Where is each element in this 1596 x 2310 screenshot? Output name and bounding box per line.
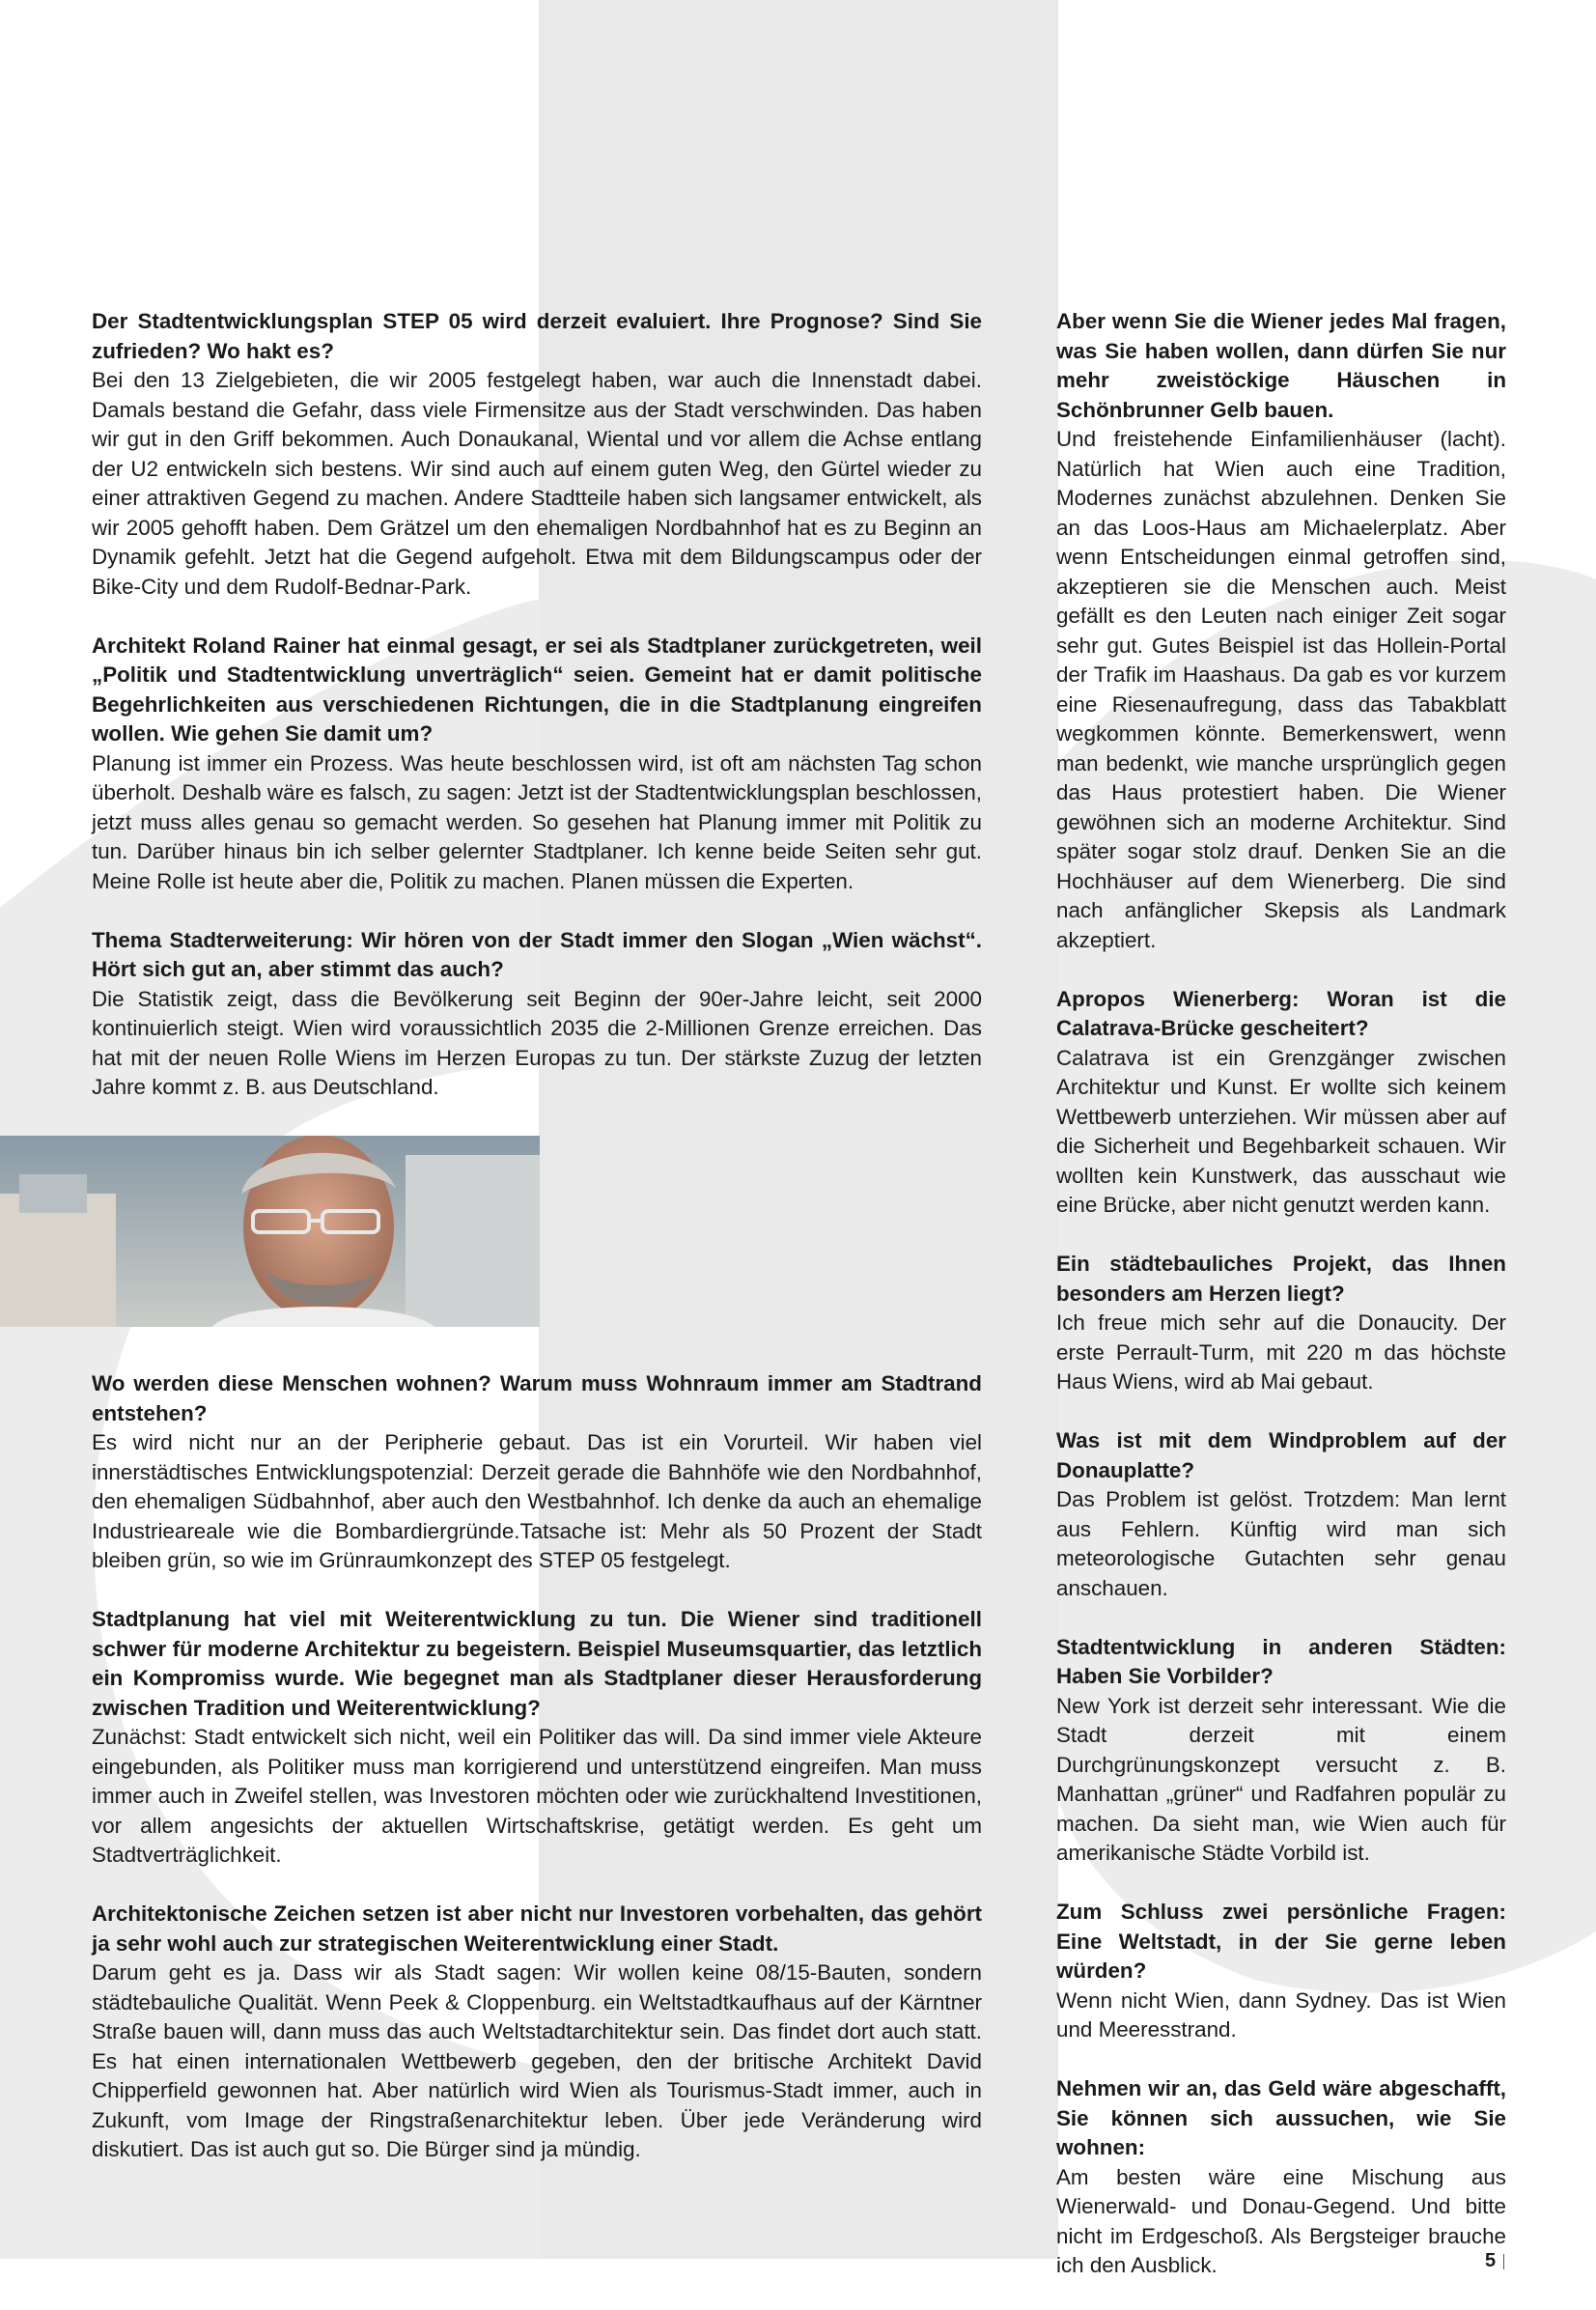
interview-answer: Am besten wäre eine Mischung aus Wienerwald- und Donau-Gegend. Und bitte nicht im Erdgeschoß. Als Bergsteiger brauche ich den Ausblick. [1056, 2164, 1506, 2277]
interview-answer: Das Problem ist gelöst. Trotzdem: Man lernt aus Fehlern. Künftig wird man sich meteorologische Gutachten sehr genau anschauen. [1056, 1487, 1506, 1600]
page-number: 5 [1485, 2250, 1497, 2271]
interview-question: Stadtentwicklung in anderen Städten: Haben Sie Vorbilder? [1056, 1634, 1506, 1688]
interview-answer: Darum geht es ja. Dass wir als Stadt sagen: Wir wollen keine 08/15-Bauten, sondern städtebauliche Qualität. Wenn Peek & Cloppenburg. ein Weltstadtkaufhaus auf der Kärntner Straße bauen will, dann muss das auch Weltstadtarchitektur sein. Das findet dort auch statt. Es hat einen internationalen Wettbewerb gegeben, den der britische Architekt David Chipperfield gewonnen hat. Aber natürlich wird Wien als Tourismus-Stadt immer, auch in Zukunft, vom Image der Ringstraßenarchitektur leben. Über jede Veränderung wird diskutiert. Das ist auch gut so. Die Bürger sind ja mündig. [92, 1960, 982, 2161]
interview-question: Zum Schluss zwei persönliche Fragen: Eine Weltstadt, in der Sie gerne leben würden? [1056, 1900, 1506, 1983]
left-column-top [92, 307, 982, 1132]
interview-answer: Bei den 13 Zielgebieten, die wir 2005 festgelegt haben, war auch die Innenstadt dabei. Damals bestand die Gefahr, dass viele Firmensitze aus der Stadt verschwinden. Das haben wir gut in den Griff bekommen. Auch Donaukanal, Wiental und vor allem die Achse entlang der U2 entwickeln sich bestens. Wir sind auch auf einem guten Weg, den Gürtel wieder zu einer attraktiven Gegend zu machen. Andere Stadtteile haben sich langsamer entwickelt, als wir 2005 gehofft haben. Dem Grätzel um den ehemaligen Nordbahnhof hat es zu Beginn an Dynamik gefehlt. Jetzt hat die Gegend aufgeholt. Etwa mit dem Bildungscampus oder der Bike-City und dem Rudolf-Bednar-Park. [92, 368, 982, 599]
interview-block [92, 1900, 982, 2165]
interview-answer: Ich freue mich sehr auf die Donaucity. Der erste Perrault-Turm, mit 220 m das höchste Haus Wiens, wird ab Mai gebaut. [1056, 1310, 1506, 1394]
interview-question: Nehmen wir an, das Geld wäre abgeschafft, Sie können sich aussuchen, wie Sie wohnen: [1056, 2076, 1506, 2159]
interview-block [92, 1369, 982, 1576]
interview-block [1056, 1250, 1506, 1397]
interview-block [1056, 2074, 1506, 2281]
interview-answer: Die Statistik zeigt, dass die Bevölkerung seit Beginn der 90er-Jahre leicht, seit 2000 kontinuierlich steigt. Wien wird voraussichtlich 2035 die 2-Millionen Grenze erreichen. Das hat mit der neuen Rolle Wiens im Herzen Europas zu tun. Der stärkste Zuzug der letzten Jahre kommt z. B. aus Deutschland. [92, 986, 982, 1099]
interview-question: Was ist mit dem Windproblem auf der Donauplatte? [1056, 1428, 1506, 1482]
interview-block [1056, 1898, 1506, 2045]
interview-question: Wo werden diese Menschen wohnen? Warum muss Wohnraum immer am Stadtrand entstehen? [92, 1371, 982, 1425]
interview-question: Architekt Roland Rainer hat einmal gesagt, er sei als Stadtplaner zurückgetreten, weil „Politik und Stadtentwicklung unverträglich“ seien. Gemeint hat er damit politische Begehrlichkeiten aus verschiedenen Richtungen, die in die Stadtplanung eingreifen wollen. Wie gehen Sie damit um? [92, 633, 982, 746]
interview-question: Apropos Wienerberg: Woran ist die Calatrava-Brücke gescheitert? [1056, 986, 1506, 1040]
interview-question: Ein städtebauliches Projekt, das Ihnen besonders am Herzen liegt? [1056, 1252, 1506, 1306]
portrait-photo [0, 1136, 540, 1327]
interview-block [1056, 1633, 1506, 1869]
interview-question: Architektonische Zeichen setzen ist aber nicht nur Investoren vorbehalten, das gehört ja sehr wohl auch zur strategischen Weiterentwicklung einer Stadt. [92, 1902, 982, 1956]
interview-question: Aber wenn Sie die Wiener jedes Mal fragen, was Sie haben wollen, dann dürfen Sie nur mehr zweistöckige Häuschen in Schönbrunner Gelb bauen. [1056, 309, 1506, 422]
interview-answer: New York ist derzeit sehr interessant. Wie die Stadt derzeit mit einem Durchgrünungskonzept versucht z. B. Manhattan „grüner“ und Radfahren populär zu machen. Da sieht man, wie Wien auch für amerikanische Städte Vorbild ist. [1056, 1693, 1506, 1865]
interview-answer: Calatrava ist ein Grenzgänger zwischen Architektur und Kunst. Er wollte sich keinem Wettbewerb unterziehen. Wir müssen aber auf die Sicherheit und Begehbarkeit schauen. Wir wollten kein Kunstwerk, das ausschaut wie eine Brücke, aber nicht genutzt werden kann. [1056, 1045, 1506, 1217]
interview-block [1056, 985, 1506, 1221]
interview-block [92, 632, 982, 897]
interview-answer: Zunächst: Stadt entwickelt sich nicht, weil ein Politiker das will. Da sind immer viele Akteure eingebunden, als Politiker muss man korrigierend und unterstützend eingreifen. Man muss immer auch in Zweifel stellen, was Investoren möchten oder wie zurückhaltend Investitionen, vor allem angesichts der aktuellen Wirtschaftskrise, getätigt werden. Es geht um Stadtverträglichkeit. [92, 1725, 982, 1867]
interview-block [92, 926, 982, 1103]
interview-block [1056, 1426, 1506, 1603]
interview-question: Stadtplanung hat viel mit Weiterentwicklung zu tun. Die Wiener sind traditionell schwer für moderne Architektur zu begeistern. Beispiel Museumsquartier, das letztlich ein Kompromiss wurde. Wie begegnet man als Stadtplaner dieser Herausforderung zwischen Tradition und Weiterentwicklung? [92, 1607, 982, 1720]
interview-question: Der Stadtentwicklungsplan STEP 05 wird derzeit evaluiert. Ihre Prognose? Sind Sie zufrieden? Wo hakt es? [92, 309, 982, 363]
interview-answer: Es wird nicht nur an der Peripherie gebaut. Das ist ein Vorurteil. Wir haben viel innerstädtisches Entwicklungspotenzial: Derzeit gerade die Bahnhöfe wie den Nordbahnhof, den ehemaligen Südbahnhof, aber auch den Westbahnhof. Ich denke da auch an ehemalige Industrieareale wie die Bombardiergründe.Tatsache ist: Mehr als 50 Prozent der Stadt bleiben grün, so wie im Grünraumkonzept des STEP 05 festgelegt. [92, 1430, 982, 1572]
interview-block [92, 1605, 982, 1871]
interview-block [1056, 307, 1506, 955]
interview-answer: Planung ist immer ein Prozess. Was heute beschlossen wird, ist oft am nächsten Tag schon überholt. Deshalb wäre es falsch, zu sagen: Jetzt ist der Stadtentwicklungsplan beschlossen, jetzt muss alles genau so gemacht werden. So gesehen hat Planung immer mit Politik zu tun. Darüber hinaus bin ich selber gelernter Stadtplaner. Ich kenne beide Seiten sehr gut. Meine Rolle ist heute aber die, Politik zu machen. Planen müssen die Experten. [92, 750, 982, 893]
interview-answer: Wenn nicht Wien, dann Sydney. Das ist Wien und Meeresstrand. [1056, 1987, 1506, 2042]
left-column-bottom [92, 1369, 982, 2194]
right-column [1056, 307, 1506, 2310]
interview-answer: Und freistehende Einfamilienhäuser (lacht). Natürlich hat Wien auch eine Tradition, Modernes zunächst abzulehnen. Denken Sie an das Loos-Haus am Michaelerplatz. Aber wenn Entscheidungen einmal getroffen sind, akzeptieren sie die Menschen auch. Meist gefällt es den Leuten nach einiger Zeit sogar sehr gut. Gutes Beispiel ist das Hollein-Portal der Trafik im Haashaus. Da gab es vor kurzem eine Riesenaufregung, dass das Tabakblatt wegkommen könnte. Bemerkenswert, wenn man bedenkt, wie manche ursprünglich gegen das Haus protestiert haben. Die Wiener gewöhnen sich an moderne Architektur. Sind später sogar stolz drauf. Denken Sie an die Hochhäuser auf dem Wienerberg. Die sind nach anfänglicher Skepsis als Landmark akzeptiert. [1056, 427, 1506, 952]
interview-block [92, 307, 982, 602]
page-number-divider [1503, 2254, 1504, 2269]
interview-question: Thema Stadterweiterung: Wir hören von der Stadt immer den Slogan „Wien wächst“. Hört sich gut an, aber stimmt das auch? [92, 927, 982, 981]
